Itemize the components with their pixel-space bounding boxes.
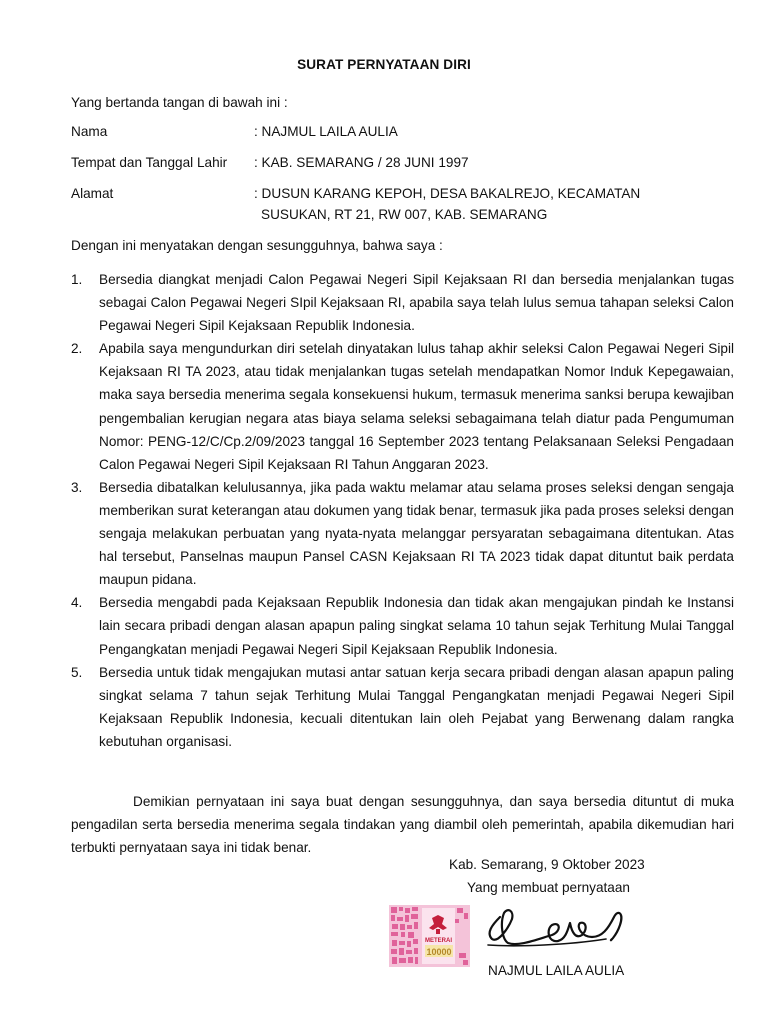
- list-item-number: 5.: [71, 664, 83, 680]
- field-birth-value: : KAB. SEMARANG / 28 JUNI 1997: [254, 155, 469, 170]
- maker-label: Yang membuat pernyataan: [467, 880, 630, 895]
- field-name-label: Nama: [71, 124, 108, 139]
- closing-paragraph: Demikian pernyataan ini saya buat dengan sesungguhnya, dan saya bersedia dituntut di muka pengadilan serta bersedia menerima segala tindakan yang diambil oleh pemerintah, apabila dikemudian hari terbukti pernyataan saya ini tidak benar.: [71, 794, 734, 856]
- list-item: [71, 268, 734, 337]
- list-item: [71, 337, 734, 476]
- list-item-text: Bersedia dibatalkan kelulusannya, jika pada waktu melamar atau selama proses seleksi dengan sengaja memberikan surat keterangan atau dokumen yang tidak benar, termasuk jika pada proses seleksi dengan sengaja melakukan perbuatan yang nyata-nyata melanggar persyaratan sebagaimana ditentukan. Atas hal tersebut, Panselnas maupun Pansel CASN Kejaksaan RI TA 2023 tidak dapat dituntut baik perdata maupun pidana.: [99, 479, 734, 588]
- signature-icon: [478, 899, 638, 957]
- field-name-value: : NAJMUL LAILA AULIA: [254, 124, 398, 139]
- list-item: [71, 661, 734, 753]
- list-item-text: Bersedia diangkat menjadi Calon Pegawai Negeri Sipil Kejaksaan RI dan bersedia menjalankan tugas sebagai Calon Pegawai Negeri SIpil Kejaksaan RI, apabila saya telah lulus semua tahapan seleksi Calon Pegawai Negeri Sipil Kejaksaan Republik Indonesia.: [99, 272, 734, 334]
- list-item-text: Bersedia untuk tidak mengajukan mutasi antar satuan kerja secara pribadi dengan alasan apapun paling singkat selama 7 tahun sejak Terhitung Mulai Tanggal Pengangkatan menjadi Pegawai Negeri Sipil Kejaksaan Republik Indonesia, kecuali ditentukan lain oleh Pejabat yang Berwenang dalam rangka kebutuhan organisasi.: [99, 664, 734, 749]
- intro-text: Yang bertanda tangan di bawah ini :: [71, 95, 288, 110]
- list-item-number: 1.: [71, 272, 83, 287]
- list-item: [71, 476, 734, 591]
- declaration-intro: Dengan ini menyatakan dengan sesungguhnya, bahwa saya :: [71, 238, 443, 253]
- meterai-stamp-icon: [389, 905, 470, 967]
- declaration-list: [71, 268, 734, 753]
- list-item: [71, 591, 734, 660]
- field-birth-label: Tempat dan Tanggal Lahir: [71, 155, 228, 170]
- signer-name: NAJMUL LAILA AULIA: [488, 963, 625, 978]
- field-address-label: Alamat: [71, 186, 114, 201]
- list-item-number: 2.: [71, 341, 83, 357]
- list-item-text: Bersedia mengabdi pada Kejaksaan Republik Indonesia dan tidak akan mengajukan pindah ke Instansi lain secara pribadi dengan alasan apapun paling singkat selama 10 tahun sejak Terhitung Mulai Tanggal Pengangkatan menjadi Pegawai Negeri Sipil Kejaksaan Republik Indonesia.: [99, 595, 734, 657]
- list-item-text: Apabila saya mengundurkan diri setelah dinyatakan lulus tahap akhir seleksi Calon Pegawai Negeri Sipil Kejaksaan RI TA 2023, atau tidak menjalankan tugas setelah mendapatkan Nomor Induk Kepegawaian, maka saya bersedia menerima segala konsekuensi hukum, termasuk menerima sanksi berupa kewajiban pengembalian kerugian negara atas biaya selama seleksi sebagaimana telah diatur pada Pengumuman Nomor: PENG-12/C/Cp.2/09/2023 tanggal 16 September 2023 tentang Pelaksanaan Seleksi Pengadaan Calon Pegawai Negeri Sipil Kejaksaan RI Tahun Anggaran 2023.: [99, 341, 734, 472]
- place-date: Kab. Semarang, 9 Oktober 2023: [449, 857, 645, 872]
- field-address-value-line2: SUSUKAN, RT 21, RW 007, KAB. SEMARANG: [261, 207, 548, 222]
- list-item-number: 3.: [71, 479, 83, 495]
- stamp-label: METERAI: [425, 938, 452, 944]
- list-item-number: 4.: [71, 595, 83, 611]
- field-address-value-line1: : DUSUN KARANG KEPOH, DESA BAKALREJO, KECAMATAN: [254, 186, 641, 201]
- document-title: SURAT PERNYATAAN DIRI: [297, 57, 471, 72]
- stamp-value: 10000: [426, 947, 452, 957]
